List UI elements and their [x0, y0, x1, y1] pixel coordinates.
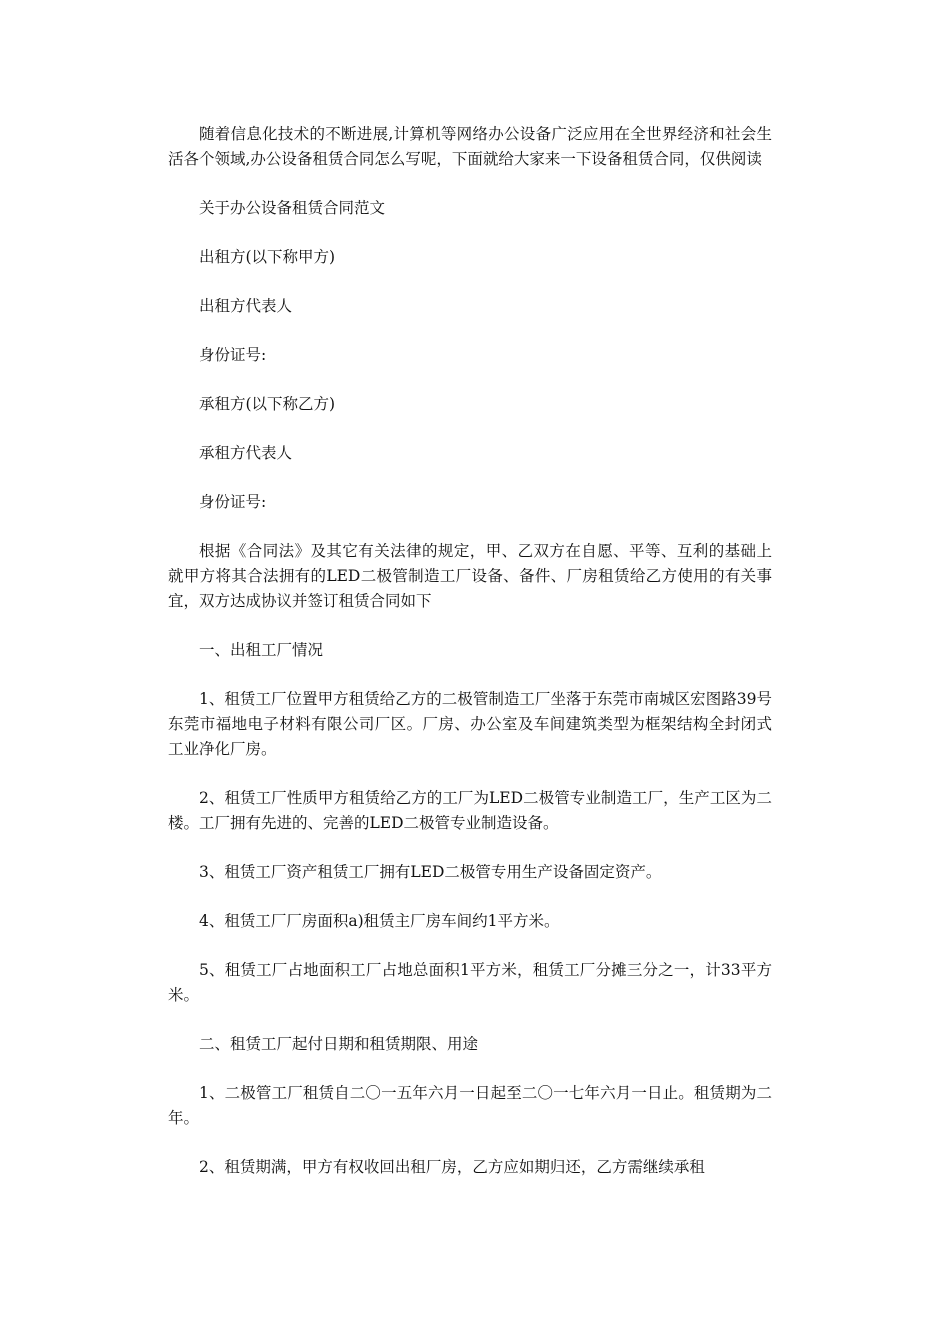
lessor-label: 出租方(以下称甲方)	[199, 248, 336, 266]
document-title: 关于办公设备租赁合同范文	[199, 199, 386, 217]
document-body	[168, 122, 772, 1204]
lessee-representative-label: 承租方代表人	[199, 444, 293, 462]
clause-2-2: 2、租赁期满，甲方有权收回出租厂房，乙方应如期归还，乙方需继续承租	[199, 1158, 705, 1176]
lessee-label: 承租方(以下称乙方)	[199, 395, 336, 413]
lessee-id-label: 身份证号:	[199, 493, 267, 511]
preamble-paragraph: 根据《合同法》及其它有关法律的规定，甲、乙双方在自愿、平等、互利的基础上就甲方将其合法拥有的LED二极管制造工厂设备、备件、厂房租赁给乙方使用的有关事宜，双方达成协议并签订租赁合同如下	[168, 542, 772, 610]
clause-1-5: 5、租赁工厂占地面积工厂占地总面积1平方米，租赁工厂分摊三分之一，计33平方米。	[168, 961, 772, 1004]
clause-1-3: 3、租赁工厂资产租赁工厂拥有LED二极管专用生产设备固定资产。	[199, 863, 662, 881]
clause-2-1: 1、二极管工厂租赁自二〇一五年六月一日起至二〇一七年六月一日止。租赁期为二年。	[168, 1084, 772, 1127]
intro-paragraph: 随着信息化技术的不断进展,计算机等网络办公设备广泛应用在全世界经济和社会生活各个领域,办公设备租赁合同怎么写呢，下面就给大家来一下设备租赁合同，仅供阅读	[168, 125, 772, 168]
clause-1-1: 1、租赁工厂位置甲方租赁给乙方的二极管制造工厂坐落于东莞市南城区宏图路39号东莞市福地电子材料有限公司厂区。厂房、办公室及车间建筑类型为框架结构全封闭式工业净化厂房。	[168, 690, 772, 758]
clause-1-2: 2、租赁工厂性质甲方租赁给乙方的工厂为LED二极管专业制造工厂，生产工区为二楼。工厂拥有先进的、完善的LED二极管专业制造设备。	[168, 789, 772, 832]
lessor-id-label: 身份证号:	[199, 346, 267, 364]
section-heading-1: 一、出租工厂情况	[199, 641, 324, 659]
section-heading-2: 二、租赁工厂起付日期和租赁期限、用途	[199, 1035, 479, 1053]
clause-1-4: 4、租赁工厂厂房面积a)租赁主厂房车间约1平方米。	[199, 912, 560, 930]
lessor-representative-label: 出租方代表人	[199, 297, 293, 315]
